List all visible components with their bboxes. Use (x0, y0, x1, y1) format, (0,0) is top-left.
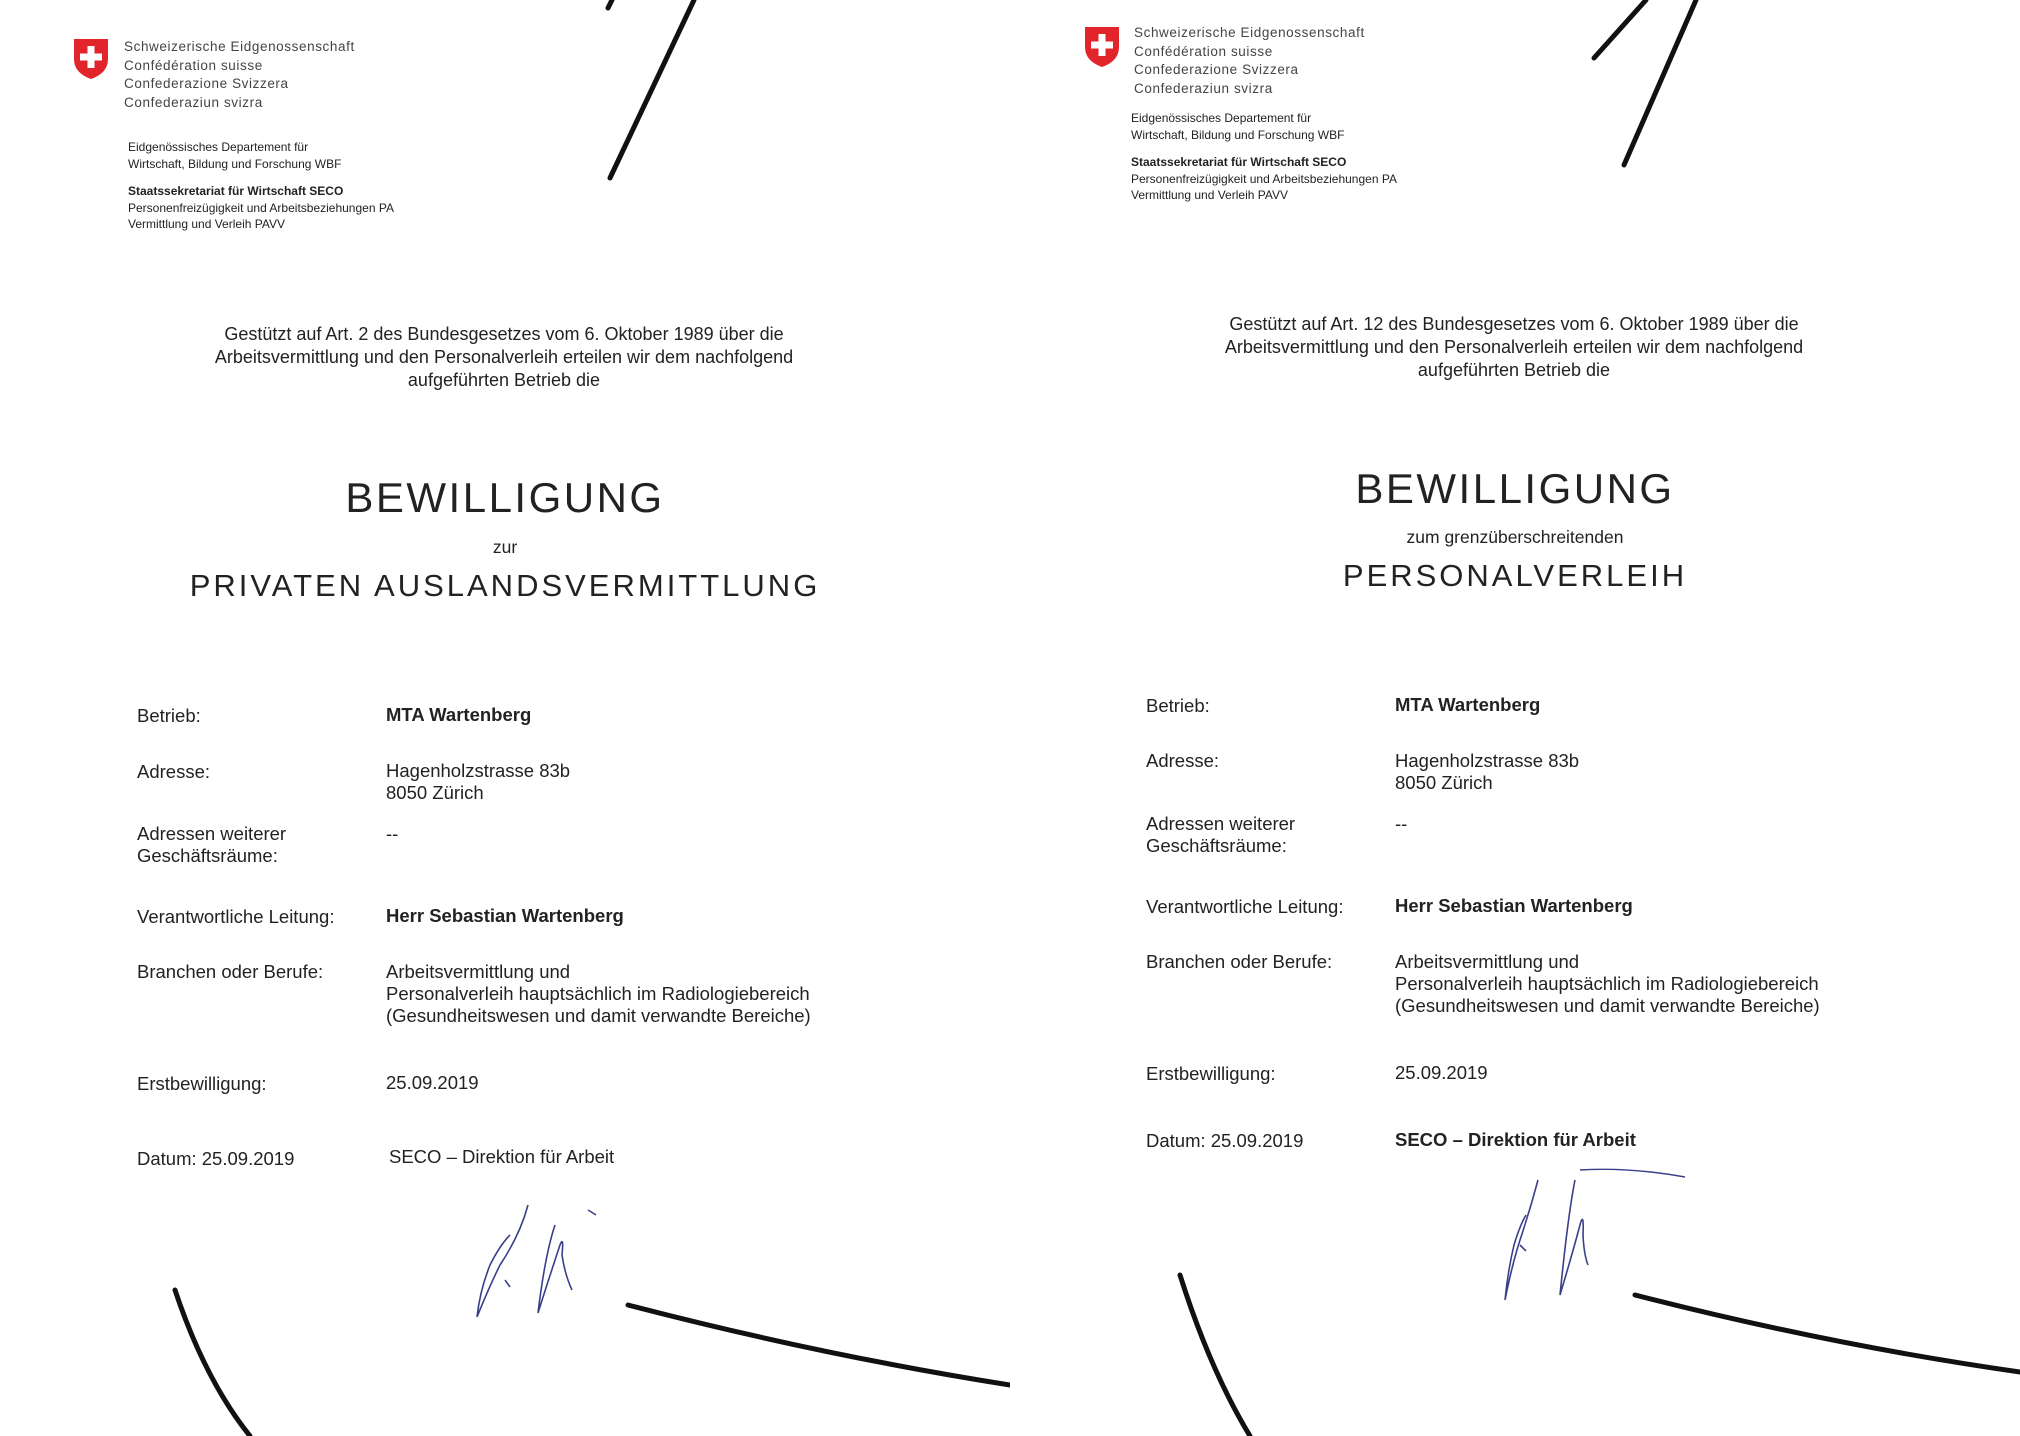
secretariat-name: Staatssekretariat für Wirtschaft SECO (128, 184, 344, 198)
permit-title: BEWILLIGUNG (1355, 465, 1675, 512)
erstbewilligung-value: 25.09.2019 (386, 1072, 479, 1093)
department-block: Eidgenössisches Departement für Wirtschaft, Bildung und Forschung WBF Staatssekretariat für Wirtschaft SECO Personenfreizügigkeit und Arbeitsbeziehungen PA Vermittlung und Verleih PAVV (1131, 111, 1397, 202)
handwritten-signature (1480, 1165, 1700, 1305)
leitung-value: Herr Sebastian Wartenberg (1395, 895, 1633, 916)
leitung-value: Herr Sebastian Wartenberg (386, 905, 624, 926)
adresse-value: Hagenholzstrasse 83b 8050 Zürich (1395, 750, 1580, 793)
datum-label: Datum: 25.09.2019 (137, 1148, 295, 1169)
permit-type: PERSONALVERLEIH (1342, 558, 1688, 593)
betrieb-label: Betrieb: (1146, 695, 1210, 716)
leitung-label: Verantwortliche Leitung: (137, 906, 335, 927)
betrieb-label: Betrieb: (137, 705, 201, 726)
secretariat-name: Staatssekretariat für Wirtschaft SECO (1131, 155, 1347, 169)
weitere-value: -- (386, 823, 399, 844)
betrieb-value: MTA Wartenberg (386, 704, 532, 725)
branchen-value: Arbeitsvermittlung und Personalverleih hauptsächlich im Radiologiebereich (Gesundheitswesen und damit verwandte Bereiche) (386, 961, 811, 1026)
permit-connector: zur (492, 537, 518, 557)
weitere-label: Adressen weiterer Geschäftsräume: (137, 823, 287, 866)
betrieb-value: MTA Wartenberg (1395, 694, 1541, 715)
erstbewilligung-label: Erstbewilligung: (1146, 1063, 1276, 1084)
permit-type: PRIVATEN AUSLANDSVERMITTLUNG (189, 568, 821, 603)
issuing-authority: SECO – Direktion für Arbeit (389, 1146, 615, 1167)
branchen-label: Branchen oder Berufe: (137, 961, 324, 982)
leitung-label: Verantwortliche Leitung: (1146, 896, 1344, 917)
swiss-coat-of-arms-icon (1083, 25, 1121, 69)
weitere-value: -- (1395, 813, 1408, 834)
department-block: Eidgenössisches Departement für Wirtschaft, Bildung und Forschung WBF Staatssekretariat für Wirtschaft SECO Personenfreizügigkeit und Arbeitsbeziehungen PA Vermittlung und Verleih PAVV (128, 140, 394, 231)
legal-basis-intro: Gestützt auf Art. 2 des Bundesgesetzes vom 6. Oktober 1989 über die Arbeitsvermittlung und den Personalverleih erteilen wir dem nachfolgend aufgeführten Betrieb die (214, 324, 794, 390)
branchen-value: Arbeitsvermittlung und Personalverleih hauptsächlich im Radiologiebereich (Gesundheitswesen und damit verwandte Bereiche) (1395, 951, 1820, 1016)
handwritten-signature (460, 1195, 660, 1320)
issuing-authority: SECO – Direktion für Arbeit (1395, 1129, 1636, 1150)
swiss-coat-of-arms-icon (72, 37, 110, 81)
adresse-value: Hagenholzstrasse 83b 8050 Zürich (386, 760, 571, 803)
permit-connector: zum grenzüberschreitenden (1406, 527, 1624, 547)
confederation-names: Schweizerische Eidgenossenschaft Confédération suisse Confederazione Svizzera Confederaziun svizra (1134, 25, 1365, 96)
erstbewilligung-label: Erstbewilligung: (137, 1073, 267, 1094)
datum-label: Datum: 25.09.2019 (1146, 1130, 1304, 1151)
permit-title: BEWILLIGUNG (345, 474, 665, 521)
branchen-label: Branchen oder Berufe: (1146, 951, 1333, 972)
confederation-names: Schweizerische Eidgenossenschaft Confédération suisse Confederazione Svizzera Confederaziun svizra (124, 39, 355, 110)
legal-basis-intro: Gestützt auf Art. 12 des Bundesgesetzes vom 6. Oktober 1989 über die Arbeitsvermittlung und den Personalverleih erteilen wir dem nachfolgend aufgeführten Betrieb die (1224, 314, 1804, 380)
permit-document-cross-border-leasing (1010, 0, 2020, 1436)
erstbewilligung-value: 25.09.2019 (1395, 1062, 1488, 1083)
weitere-label: Adressen weiterer Geschäftsräume: (1146, 813, 1296, 856)
adresse-label: Adresse: (1146, 750, 1220, 771)
adresse-label: Adresse: (137, 761, 211, 782)
